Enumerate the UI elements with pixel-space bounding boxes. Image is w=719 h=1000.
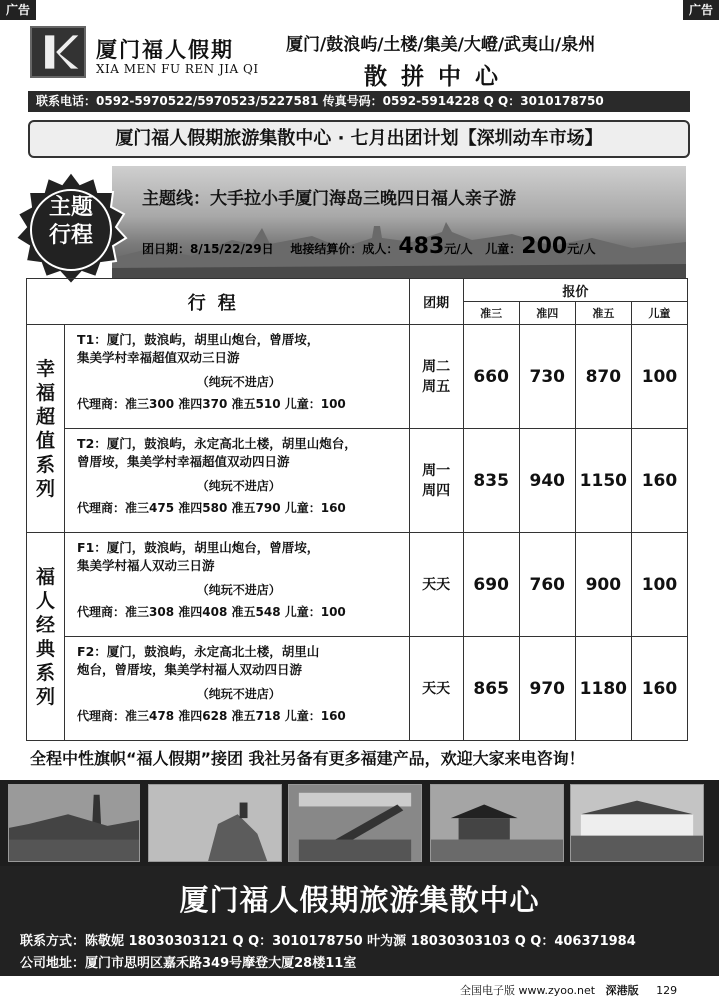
brand-name-en: XIA MEN FU REN JIA QI xyxy=(96,62,259,76)
tour-period: 周二 周五 xyxy=(409,325,463,429)
price-cell: 865 xyxy=(463,637,519,741)
agent-price: 代理商：准三475 准四580 准五790 儿童：160 xyxy=(77,501,346,515)
route-note: （纯玩不进店） xyxy=(196,687,281,701)
header-price: 报价 xyxy=(463,279,687,302)
building-photo xyxy=(570,784,704,862)
price-cell: 730 xyxy=(519,325,575,429)
series-name: 福人经典系列 xyxy=(27,533,65,741)
center-title: 散拼中心 xyxy=(364,64,512,90)
route-text: F2：厦门，鼓浪屿，永定高北土楼，胡里山 炮台，曾厝垵，集美学村福人双动四日游 xyxy=(77,644,320,677)
slogan: 全程中性旗帜“福人假期”接团 我社另备有更多福建产品，欢迎大家来电咨询！ xyxy=(30,749,585,768)
price-cell: 100 xyxy=(631,325,687,429)
tour-period: 天天 xyxy=(409,533,463,637)
page-number: 129 xyxy=(656,984,678,997)
banner-info xyxy=(142,234,596,259)
price-cell: 160 xyxy=(631,637,687,741)
route-text: T1：厦门，鼓浪屿，胡里山炮台，曾厝垵， 集美学村幸福超值双动三日游 xyxy=(77,332,320,365)
theme-badge-text xyxy=(10,194,132,250)
price-cell: 100 xyxy=(631,533,687,637)
route-note: （纯玩不进店） xyxy=(196,583,281,597)
footer-title: 厦门福人假期旅游集散中心 xyxy=(179,883,540,917)
price-cell: 970 xyxy=(519,637,575,741)
adult-price: 483 xyxy=(398,234,445,259)
price-cell: 690 xyxy=(463,533,519,637)
ad-label-left: 广告 xyxy=(0,0,36,20)
photo-strip xyxy=(0,780,719,866)
table-row xyxy=(27,637,688,741)
child-unit: 元/人 xyxy=(567,242,596,256)
agent-price: 代理商：准三308 准四408 准五548 儿童：100 xyxy=(77,605,346,619)
grade-header: 准五 xyxy=(575,302,631,325)
badge-line-1: 主题 xyxy=(48,195,93,220)
price-cell: 160 xyxy=(631,429,687,533)
pagoda-photo xyxy=(8,784,140,862)
price-cell: 940 xyxy=(519,429,575,533)
price-cell: 760 xyxy=(519,533,575,637)
child-label: 儿童： xyxy=(485,242,522,256)
tour-price-table xyxy=(26,278,688,741)
price-cell: 900 xyxy=(575,533,631,637)
theme-banner xyxy=(112,166,686,278)
brand-logo-icon xyxy=(30,26,86,78)
tour-period: 天天 xyxy=(409,637,463,741)
table-row xyxy=(27,533,688,637)
price-cell: 870 xyxy=(575,325,631,429)
adult-unit: 元/人 xyxy=(444,242,473,256)
brand-name-cn: 厦门福人假期 xyxy=(96,37,234,62)
series-name: 幸福超值系列 xyxy=(27,325,65,533)
footer-address: 公司地址：厦门市思明区嘉禾路349号摩登大厦28楼11室 xyxy=(20,956,357,971)
settle-label: 地接结算价：成人： xyxy=(290,242,399,256)
grade-header: 准三 xyxy=(463,302,519,325)
ad-label-right: 广告 xyxy=(683,0,719,20)
rock-statue-photo xyxy=(148,784,282,862)
footer-contact: 联系方式：陈敬妮 18030303121 Q Q：3010178750 叶为源 18030303103 Q Q：406371984 xyxy=(20,934,636,949)
header-itinerary: 行程 xyxy=(27,279,410,325)
table-row xyxy=(27,429,688,533)
page-bar xyxy=(460,982,677,998)
route-text: F1：厦门，鼓浪屿，胡里山炮台，曾厝垵， 集美学村福人双动三日游 xyxy=(77,540,320,573)
agent-price: 代理商：准三478 准四628 准五718 儿童：160 xyxy=(77,709,346,723)
tour-dates: 团日期：8/15/22/29日 xyxy=(142,242,274,256)
child-price: 200 xyxy=(521,234,568,259)
agent-price: 代理商：准三300 准四370 准五510 儿童：100 xyxy=(77,397,346,411)
grade-header: 儿童 xyxy=(631,302,687,325)
price-cell: 1180 xyxy=(575,637,631,741)
grade-header: 准四 xyxy=(519,302,575,325)
price-cell: 1150 xyxy=(575,429,631,533)
header-period: 团期 xyxy=(409,279,463,325)
price-cell: 660 xyxy=(463,325,519,429)
price-cell: 835 xyxy=(463,429,519,533)
route-text: T2：厦门，鼓浪屿，永定高北土楼，胡里山炮台， 曾厝垵，集美学村幸福超值双动四日游 xyxy=(77,436,357,469)
headline: 厦门福人假期旅游集散中心 · 七月出团计划【深圳动车市场】 xyxy=(28,120,690,158)
site-url: 全国电子版 www.zyoo.net xyxy=(460,984,596,997)
footer xyxy=(0,866,719,976)
banner-title: 主题线：大手拉小手厦门海岛三晚四日福人亲子游 xyxy=(142,189,516,209)
edition-label: 深港版 xyxy=(605,984,639,997)
route-note: （纯玩不进店） xyxy=(196,479,281,493)
pavilion-photo xyxy=(430,784,564,862)
badge-line-2: 行程 xyxy=(48,223,93,248)
cannon-photo xyxy=(288,784,422,862)
destinations: 厦门/鼓浪屿/土楼/集美/大嶝/武夷山/泉州 xyxy=(286,35,596,55)
route-note: （纯玩不进店） xyxy=(196,375,281,389)
contact-bar: 联系电话：0592-5970522/5970523/5227581 传真号码：0592-5914228 Q Q：3010178750 xyxy=(28,91,690,112)
table-row xyxy=(27,325,688,429)
tour-period: 周一 周四 xyxy=(409,429,463,533)
